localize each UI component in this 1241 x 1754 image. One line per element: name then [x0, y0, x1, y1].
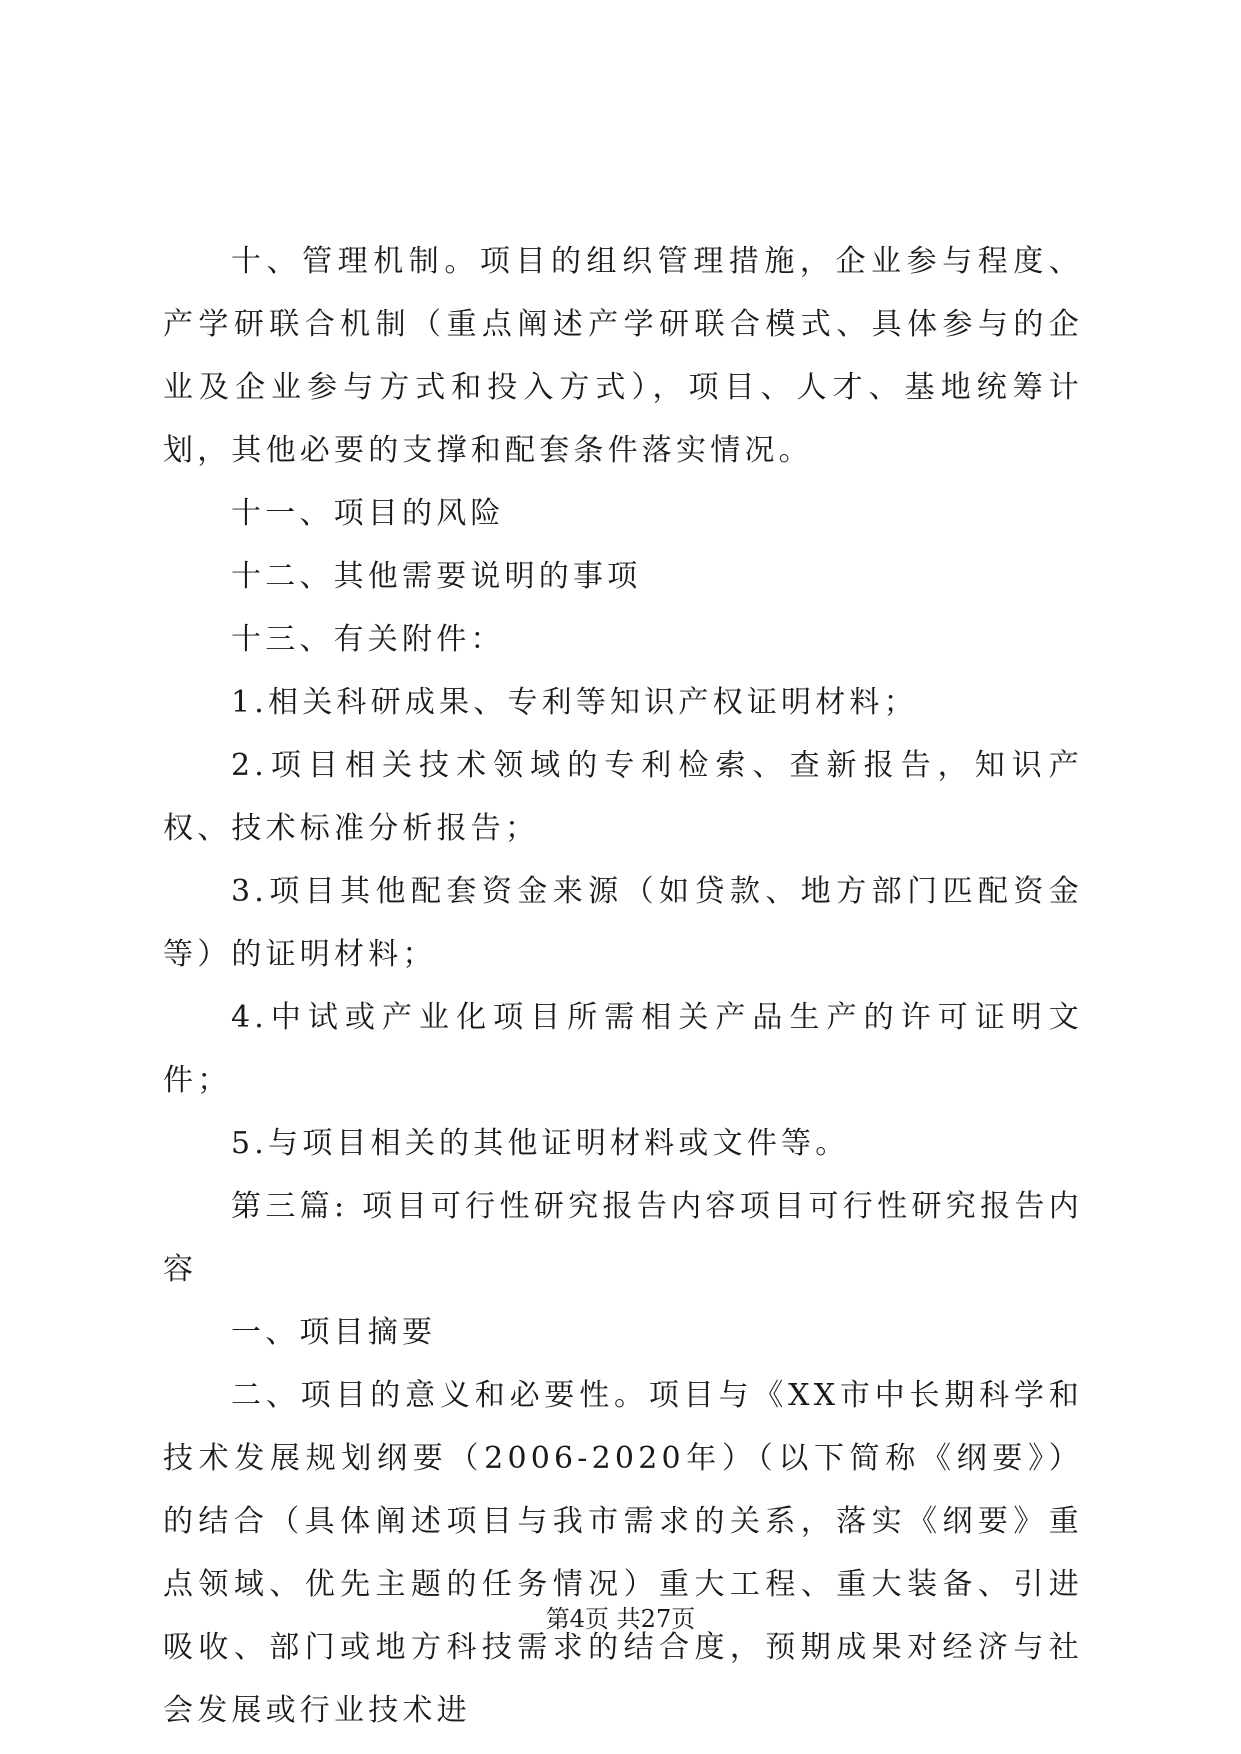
paragraph-attachment-1: 1.相关科研成果、专利等知识产权证明材料；	[231, 685, 918, 720]
paragraph-attachment-5: 5.与项目相关的其他证明材料或文件等。	[231, 1126, 850, 1161]
paragraph-attachment-4: 4.中试或产业化项目所需相关产品生产的许可证明文件；	[163, 1000, 1083, 1098]
paragraph-attachments-heading: 十三、有关附件：	[231, 622, 505, 657]
document-body	[163, 230, 1083, 1742]
paragraph-project-risk: 十一、项目的风险	[231, 496, 505, 531]
paragraph-attachment-3: 3.项目其他配套资金来源（如贷款、地方部门匹配资金等）的证明材料；	[163, 874, 1083, 972]
paragraph-other-matters: 十二、其他需要说明的事项	[231, 559, 642, 594]
page-number-footer: 第4页 共27页	[545, 1605, 696, 1633]
paragraph-management-mechanism: 十、管理机制。项目的组织管理措施，企业参与程度、产学研联合机制（重点阐述产学研联合模式、具体参与的企业及企业参与方式和投入方式），项目、人才、基地统筹计划，其他必要的支撑和配套条件落实情况。	[163, 244, 1083, 468]
paragraph-part-three-title: 第三篇: 项目可行性研究报告内容项目可行性研究报告内容	[163, 1189, 1083, 1287]
paragraph-project-summary: 一、项目摘要	[231, 1315, 437, 1350]
paragraph-project-significance: 二、项目的意义和必要性。项目与《XX市中长期科学和技术发展规划纲要（2006-2020年）（以下简称《纲要》）的结合（具体阐述项目与我市需求的关系，落实《纲要》重点领域、优先主题的任务情况）重大工程、重大装备、引进吸收、部门或地方科技需求的结合度，预期成果对经济与社会发展或行业技术进	[163, 1378, 1083, 1728]
paragraph-attachment-2: 2.项目相关技术领域的专利检索、查新报告，知识产权、技术标准分析报告；	[163, 748, 1083, 846]
